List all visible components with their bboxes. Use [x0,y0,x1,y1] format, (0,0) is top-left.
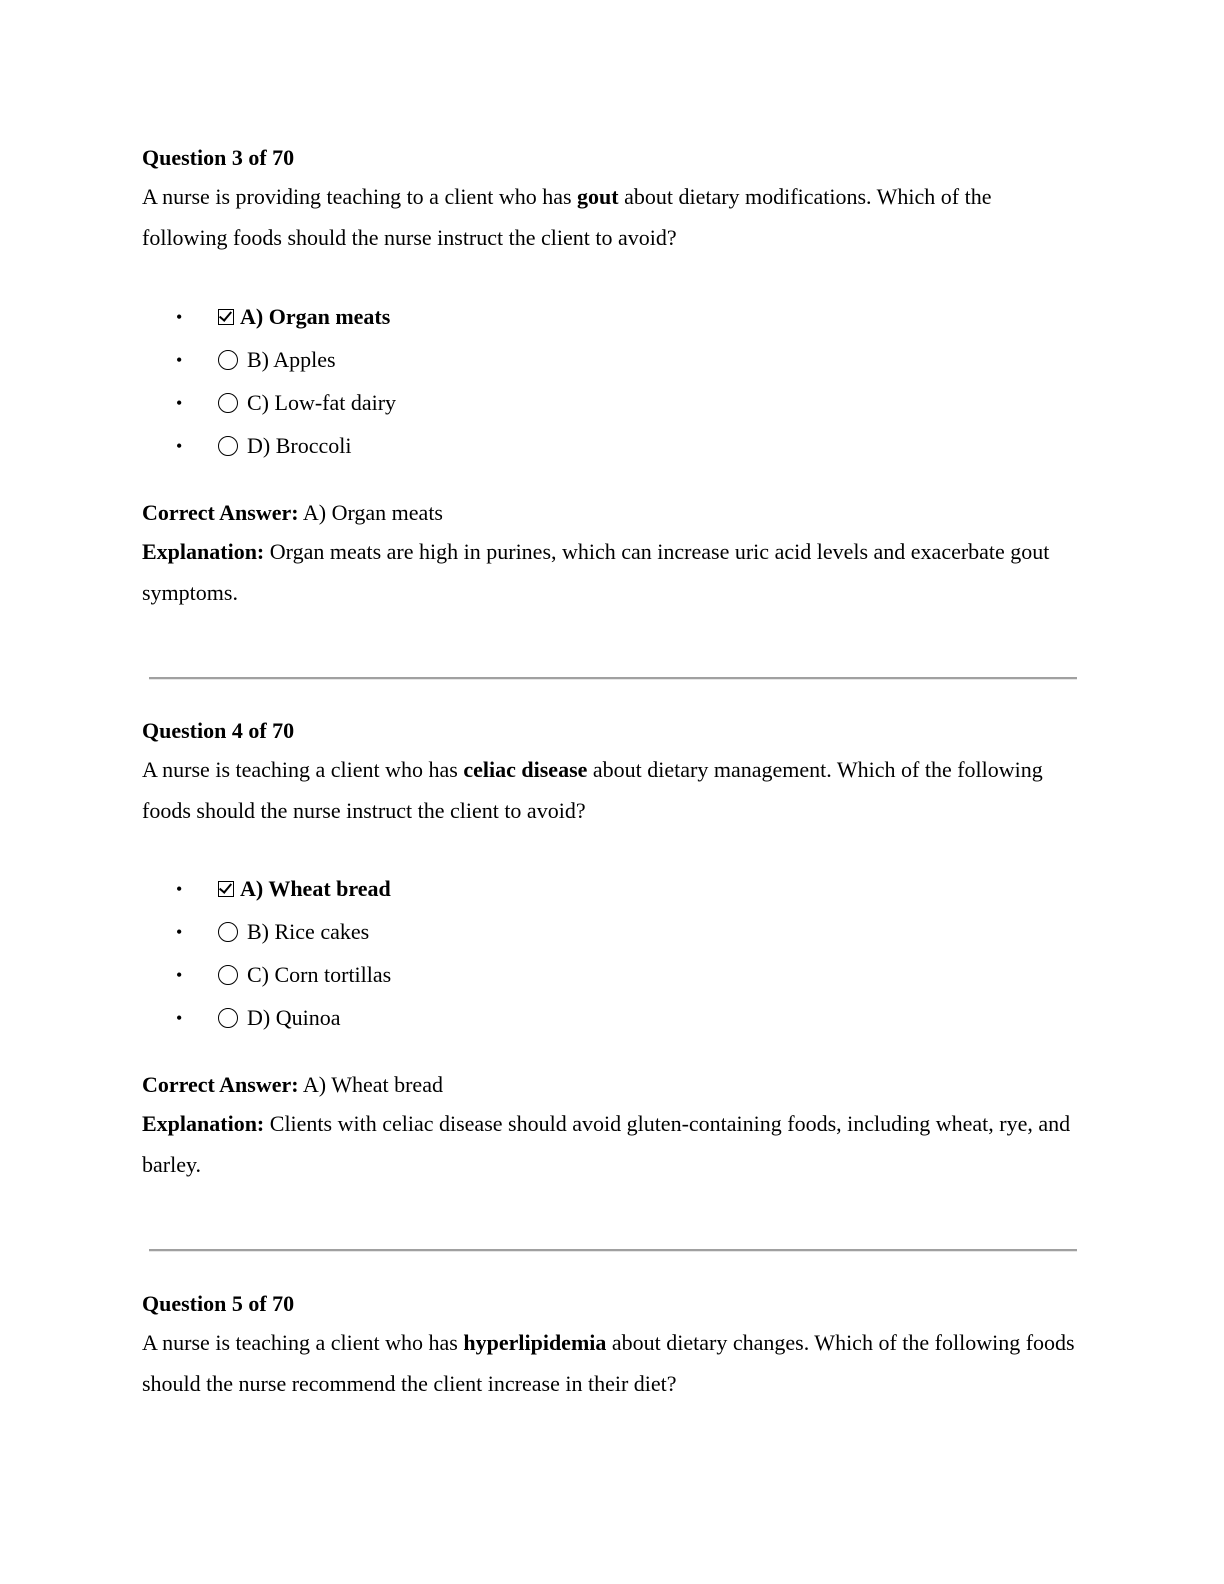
question-title: Question 5 of 70 [142,1291,295,1316]
stem-keyword: celiac disease [463,757,588,782]
bullet-icon: • [176,965,183,985]
answer-section-q3 [142,499,1082,613]
checked-box-icon[interactable] [218,309,234,325]
radio-circle-icon[interactable] [218,393,238,413]
option-label: C) Low-fat dairy [247,390,397,415]
radio-circle-icon[interactable] [218,350,238,370]
stem-text: about dietary management. Which of the following foods should the nurse instruct the client to avoid? [142,757,1043,823]
option-a[interactable] [176,302,396,345]
divider [149,677,1077,680]
bullet-icon: • [176,307,183,327]
option-a[interactable] [176,874,391,917]
option-label: B) Apples [247,347,336,372]
answer-section-q4 [142,1071,1082,1185]
stem-text: about dietary changes. Which of the following foods should the nurse recommend the client increase in their diet? [142,1330,1075,1396]
question-4 [142,717,1082,831]
option-label: D) Broccoli [247,433,352,458]
checked-box-icon[interactable] [218,881,234,897]
options-list-q3 [176,302,396,474]
bullet-icon: • [176,1008,183,1028]
correct-answer-value: A) Wheat bread [298,1072,443,1097]
radio-circle-icon[interactable] [218,965,238,985]
option-c[interactable] [176,388,396,431]
option-label: C) Corn tortillas [247,962,392,987]
divider [149,1249,1077,1252]
stem-text: about dietary modifications. Which of the following foods should the nurse instruct the client to avoid? [142,184,992,250]
bullet-icon: • [176,922,183,942]
bullet-icon: • [176,879,183,899]
option-label: A) Organ meats [240,304,391,329]
bullet-icon: • [176,436,183,456]
stem-text: A nurse is teaching a client who has [142,1330,464,1355]
question-5 [142,1290,1082,1404]
radio-circle-icon[interactable] [218,436,238,456]
correct-answer [142,499,1082,527]
explanation [142,1103,1082,1185]
explanation-label: Explanation: [142,1111,265,1136]
question-title: Question 3 of 70 [142,145,295,170]
option-d[interactable] [176,1003,391,1046]
options-list-q4 [176,874,391,1046]
stem-keyword: gout [577,184,619,209]
explanation [142,531,1082,613]
option-label: D) Quinoa [247,1005,341,1030]
bullet-icon: • [176,393,183,413]
bullet-icon: • [176,350,183,370]
question-3 [142,144,1082,258]
stem-text: A nurse is teaching a client who has [142,757,464,782]
correct-answer-value: A) Organ meats [298,500,443,525]
radio-circle-icon[interactable] [218,922,238,942]
question-title: Question 4 of 70 [142,718,295,743]
option-label: A) Wheat bread [240,876,391,901]
correct-answer-label: Correct Answer: [142,500,299,525]
question-stem [142,1322,1082,1404]
radio-circle-icon[interactable] [218,1008,238,1028]
correct-answer [142,1071,1082,1099]
option-label: B) Rice cakes [247,919,370,944]
option-b[interactable] [176,345,396,388]
option-d[interactable] [176,431,396,474]
stem-keyword: hyperlipidemia [463,1330,607,1355]
explanation-text: Organ meats are high in purines, which can increase uric acid levels and exacerbate gout symptoms. [142,539,1050,605]
stem-text: A nurse is providing teaching to a client who has [142,184,578,209]
question-stem [142,749,1082,831]
correct-answer-label: Correct Answer: [142,1072,299,1097]
option-b[interactable] [176,917,391,960]
option-c[interactable] [176,960,391,1003]
question-stem [142,176,1082,258]
explanation-text: Clients with celiac disease should avoid gluten-containing foods, including wheat, rye, and barley. [142,1111,1071,1177]
explanation-label: Explanation: [142,539,265,564]
